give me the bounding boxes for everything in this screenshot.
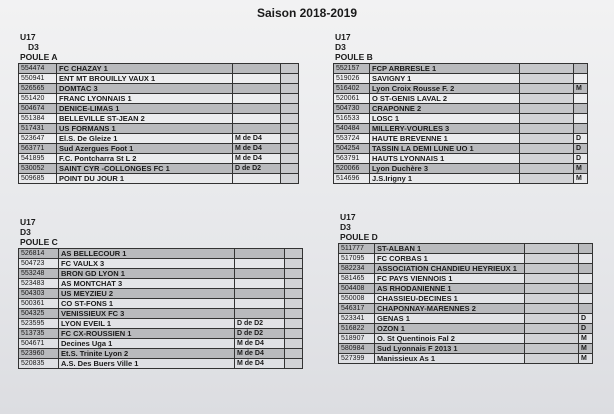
team-row [334, 94, 608, 104]
team-code: 504303 [19, 289, 59, 299]
team-row [334, 114, 608, 124]
team-code: 551420 [19, 94, 57, 104]
team-name: FCP ARBRESLE 1 [370, 64, 520, 74]
team-name: HAUTE BREVENNE 1 [370, 134, 520, 144]
blank-cell [525, 254, 579, 264]
team-note [235, 259, 285, 269]
blank-cell [525, 324, 579, 334]
team-name: VENISSIEUX FC 3 [59, 309, 235, 319]
team-row [19, 339, 303, 349]
team-code: 509685 [19, 174, 57, 184]
team-name: J.S.Irigny 1 [370, 174, 520, 184]
team-note [574, 94, 588, 104]
team-name: US FORMANS 1 [57, 124, 233, 134]
team-name: Manissieux As 1 [375, 354, 525, 364]
team-code: 580984 [339, 344, 375, 354]
team-code: 554474 [19, 64, 57, 74]
team-name: LYON EVEIL 1 [59, 319, 235, 329]
team-code: 500361 [19, 299, 59, 309]
blank-cell [520, 104, 574, 114]
blank-cell [525, 244, 579, 254]
blank-cell [285, 329, 303, 339]
blank-cell [281, 174, 299, 184]
team-row [19, 124, 299, 134]
poule-b-division: D3 [335, 42, 346, 52]
team-row [19, 144, 299, 154]
poule-b-table [333, 63, 608, 184]
team-code: 520061 [334, 94, 370, 104]
team-code: 553724 [334, 134, 370, 144]
poule-a-category: U17 [20, 32, 36, 42]
team-row [334, 154, 608, 164]
blank-cell [525, 314, 579, 324]
team-row [339, 244, 609, 254]
blank-cell [525, 344, 579, 354]
team-name: FC CORBAS 1 [375, 254, 525, 264]
team-code: 504408 [339, 284, 375, 294]
team-note [233, 124, 281, 134]
team-name: BRON GD LYON 1 [59, 269, 235, 279]
poule-c-label: POULE C [20, 237, 58, 247]
team-code: 514696 [334, 174, 370, 184]
team-note [233, 94, 281, 104]
team-code: 517095 [339, 254, 375, 264]
team-name: DOMTAC 3 [57, 84, 233, 94]
team-name: Lyon Duchère 3 [370, 164, 520, 174]
team-row [339, 314, 609, 324]
blank-cell [285, 279, 303, 289]
team-name: CRAPONNE 2 [370, 104, 520, 114]
team-row [19, 359, 303, 369]
blank-cell [281, 64, 299, 74]
team-note [579, 274, 593, 284]
blank-cell [281, 144, 299, 154]
team-row [339, 354, 609, 364]
team-code: 581465 [339, 274, 375, 284]
team-row [339, 264, 609, 274]
team-note: D [574, 154, 588, 164]
team-note: M [579, 344, 593, 354]
team-name: Lyon Croix Rousse F. 2 [370, 84, 520, 94]
poule-c-category: U17 [20, 217, 36, 227]
team-name: Sud Azergues Foot 1 [57, 144, 233, 154]
team-note: D [579, 324, 593, 334]
team-note: D [579, 314, 593, 324]
team-row [339, 344, 609, 354]
team-name: Sud Lyonnais F 2013 1 [375, 344, 525, 354]
team-code: 504254 [334, 144, 370, 154]
team-name: AS MONTCHAT 3 [59, 279, 235, 289]
team-note [579, 284, 593, 294]
team-row [19, 349, 303, 359]
team-note [579, 304, 593, 314]
team-code: 523960 [19, 349, 59, 359]
team-note: D [574, 144, 588, 154]
team-note: M de D4 [235, 359, 285, 369]
poule-b-section [333, 32, 608, 184]
team-name: O. St Quentinois Fal 2 [375, 334, 525, 344]
team-note: D de D2 [235, 329, 285, 339]
team-note: M [574, 84, 588, 94]
team-code: 504723 [19, 259, 59, 269]
team-code: 520835 [19, 359, 59, 369]
team-name: FC VAULX 3 [59, 259, 235, 269]
blank-cell [281, 164, 299, 174]
team-row [19, 289, 303, 299]
team-name: SAVIGNY 1 [370, 74, 520, 84]
team-row [339, 274, 609, 284]
poule-a-division: D3 [28, 42, 39, 52]
blank-cell [285, 299, 303, 309]
team-code: 518907 [339, 334, 375, 344]
blank-cell [520, 144, 574, 154]
team-code: 519026 [334, 74, 370, 84]
team-name: MILLERY-VOURLES 3 [370, 124, 520, 134]
team-note [235, 249, 285, 259]
team-note [579, 254, 593, 264]
blank-cell [281, 134, 299, 144]
blank-cell [525, 294, 579, 304]
team-row [339, 324, 609, 334]
blank-cell [281, 94, 299, 104]
poule-c-table [18, 248, 303, 369]
team-code: 504325 [19, 309, 59, 319]
team-note [235, 279, 285, 289]
team-name: US MEYZIEU 2 [59, 289, 235, 299]
poule-a-table [18, 63, 299, 184]
team-name: TASSIN LA DEMI LUNE UO 1 [370, 144, 520, 154]
team-note: M de D4 [233, 154, 281, 164]
team-name: El.S. De Gleize 1 [57, 134, 233, 144]
team-name: A.S. Des Buers Ville 1 [59, 359, 235, 369]
team-note: M de D4 [235, 349, 285, 359]
team-row [334, 134, 608, 144]
blank-cell [520, 154, 574, 164]
team-note: D de D2 [235, 319, 285, 329]
team-row [339, 284, 609, 294]
team-row [19, 134, 299, 144]
team-row [19, 279, 303, 289]
team-row [19, 329, 303, 339]
blank-cell [285, 309, 303, 319]
poule-c-section [18, 217, 303, 369]
team-name: Decines Uga 1 [59, 339, 235, 349]
team-name: FC PAYS VIENNOIS 1 [375, 274, 525, 284]
blank-cell [525, 274, 579, 284]
team-note: M de D4 [235, 339, 285, 349]
team-name: BELLEVILLE ST-JEAN 2 [57, 114, 233, 124]
team-name: GENAS 1 [375, 314, 525, 324]
team-code: 582234 [339, 264, 375, 274]
team-code: 523483 [19, 279, 59, 289]
blank-cell [281, 84, 299, 94]
team-note: D de D2 [233, 164, 281, 174]
team-code: 516822 [339, 324, 375, 334]
team-row [19, 269, 303, 279]
team-row [19, 154, 299, 164]
team-name: DENICE-LIMAS 1 [57, 104, 233, 114]
team-note [233, 84, 281, 94]
poule-d-label: POULE D [340, 232, 378, 242]
team-row [19, 84, 299, 94]
team-name: FRANC LYONNAIS 1 [57, 94, 233, 104]
blank-cell [281, 114, 299, 124]
team-row [339, 334, 609, 344]
team-row [19, 64, 299, 74]
team-row [19, 309, 303, 319]
team-code: 563791 [334, 154, 370, 164]
poule-b-label: POULE B [335, 52, 373, 62]
team-note [233, 104, 281, 114]
team-row [334, 164, 608, 174]
team-code: 552157 [334, 64, 370, 74]
team-code: 517431 [19, 124, 57, 134]
team-note [574, 74, 588, 84]
blank-cell [525, 334, 579, 344]
team-row [339, 254, 609, 264]
team-name: Et.S. Trinite Lyon 2 [59, 349, 235, 359]
team-name: SAINT CYR -COLLONGES FC 1 [57, 164, 233, 174]
poule-a-section [18, 32, 299, 184]
team-code: 551384 [19, 114, 57, 124]
team-row [339, 294, 609, 304]
team-name: OZON 1 [375, 324, 525, 334]
team-code: 526814 [19, 249, 59, 259]
poule-d-section [338, 212, 609, 364]
blank-cell [285, 359, 303, 369]
blank-cell [520, 74, 574, 84]
blank-cell [520, 134, 574, 144]
poule-a-label: POULE A [20, 52, 58, 62]
team-row [19, 249, 303, 259]
team-note: M [574, 164, 588, 174]
team-name: AS RHODANIENNE 1 [375, 284, 525, 294]
team-note [579, 244, 593, 254]
team-row [19, 164, 299, 174]
blank-cell [285, 289, 303, 299]
poule-d-category: U17 [340, 212, 356, 222]
poule-d-table [338, 243, 609, 364]
poule-b-category: U17 [335, 32, 351, 42]
blank-cell [520, 84, 574, 94]
team-note [579, 294, 593, 304]
team-note [233, 74, 281, 84]
team-note [574, 124, 588, 134]
team-name: HAUTS LYONNAIS 1 [370, 154, 520, 164]
team-row [19, 319, 303, 329]
team-row [19, 74, 299, 84]
team-name: ENT MT BROUILLY VAUX 1 [57, 74, 233, 84]
blank-cell [520, 124, 574, 134]
team-note [235, 309, 285, 319]
poule-d-division: D3 [340, 222, 351, 232]
team-code: 520066 [334, 164, 370, 174]
team-code: 553248 [19, 269, 59, 279]
team-row [334, 104, 608, 114]
team-name: LOSC 1 [370, 114, 520, 124]
team-name: O ST-GENIS LAVAL 2 [370, 94, 520, 104]
team-name: CHASSIEU-DECINES 1 [375, 294, 525, 304]
team-code: 541895 [19, 154, 57, 164]
team-code: 563771 [19, 144, 57, 154]
team-name: POINT DU JOUR 1 [57, 174, 233, 184]
team-name: CHAPONNAY-MARENNES 2 [375, 304, 525, 314]
blank-cell [285, 339, 303, 349]
blank-cell [285, 319, 303, 329]
team-note: M de D4 [233, 134, 281, 144]
team-note [233, 114, 281, 124]
team-name: FC CHAZAY 1 [57, 64, 233, 74]
team-note [235, 289, 285, 299]
blank-cell [281, 74, 299, 84]
team-row [339, 304, 609, 314]
poule-c-division: D3 [20, 227, 31, 237]
team-note [574, 104, 588, 114]
team-name: FC CX-ROUSSIEN 1 [59, 329, 235, 339]
blank-cell [520, 64, 574, 74]
team-note [233, 64, 281, 74]
blank-cell [520, 114, 574, 124]
team-name: AS BELLECOUR 1 [59, 249, 235, 259]
team-note: M de D4 [233, 144, 281, 154]
team-code: 513735 [19, 329, 59, 339]
team-code: 504674 [19, 104, 57, 114]
team-note [233, 174, 281, 184]
team-note: M [574, 174, 588, 184]
team-note [579, 264, 593, 274]
team-name: ST-ALBAN 1 [375, 244, 525, 254]
blank-cell [520, 164, 574, 174]
team-code: 550008 [339, 294, 375, 304]
team-code: 540484 [334, 124, 370, 134]
team-note [235, 299, 285, 309]
team-code: 504671 [19, 339, 59, 349]
blank-cell [285, 349, 303, 359]
team-row [19, 259, 303, 269]
blank-cell [520, 174, 574, 184]
team-row [334, 144, 608, 154]
team-code: 516533 [334, 114, 370, 124]
team-row [19, 299, 303, 309]
team-code: 511777 [339, 244, 375, 254]
team-code: 516402 [334, 84, 370, 94]
team-note [235, 269, 285, 279]
blank-cell [281, 104, 299, 114]
blank-cell [525, 354, 579, 364]
page-title: Saison 2018-2019 [256, 6, 358, 20]
team-note [574, 114, 588, 124]
team-row [334, 64, 608, 74]
team-name: ASSOCIATION CHANDIEU HEYRIEUX 1 [375, 264, 525, 274]
blank-cell [525, 284, 579, 294]
team-code: 523647 [19, 134, 57, 144]
team-code: 546317 [339, 304, 375, 314]
team-code: 523595 [19, 319, 59, 329]
team-code: 527399 [339, 354, 375, 364]
blank-cell [285, 269, 303, 279]
team-note: M [579, 354, 593, 364]
team-code: 550941 [19, 74, 57, 84]
team-row [19, 174, 299, 184]
blank-cell [285, 249, 303, 259]
team-row [19, 114, 299, 124]
team-name: CO ST-FONS 1 [59, 299, 235, 309]
team-name: F.C. Pontcharra St L 2 [57, 154, 233, 164]
team-row [334, 74, 608, 84]
blank-cell [281, 124, 299, 134]
team-note: D [574, 134, 588, 144]
team-row [334, 84, 608, 94]
team-code: 523341 [339, 314, 375, 324]
team-row [334, 174, 608, 184]
team-note: M [579, 334, 593, 344]
team-row [19, 104, 299, 114]
blank-cell [281, 154, 299, 164]
blank-cell [525, 264, 579, 274]
team-code: 530052 [19, 164, 57, 174]
team-row [19, 94, 299, 104]
team-code: 504730 [334, 104, 370, 114]
blank-cell [520, 94, 574, 104]
blank-cell [525, 304, 579, 314]
blank-cell [285, 259, 303, 269]
team-code: 526565 [19, 84, 57, 94]
team-note [574, 64, 588, 74]
team-row [334, 124, 608, 134]
